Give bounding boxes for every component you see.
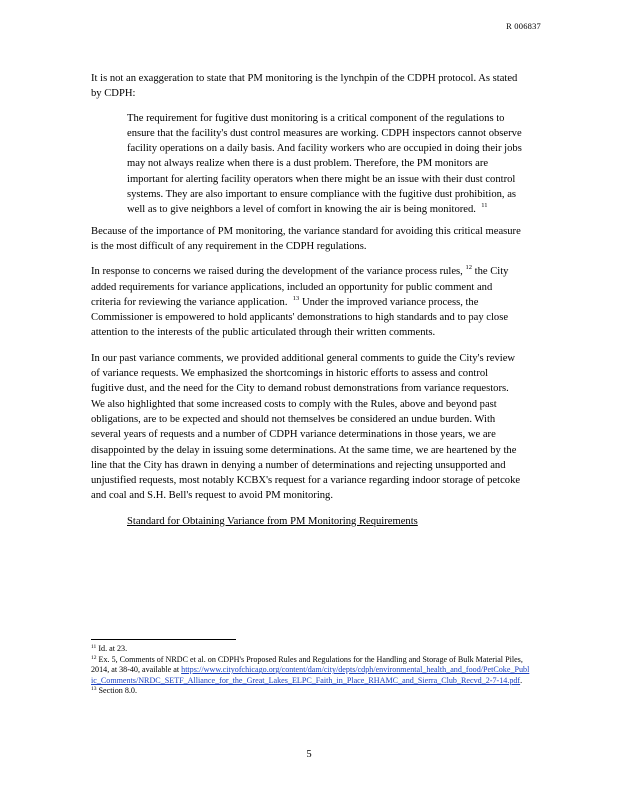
paragraph-variance-process-part2: the City added requirements for variance applications, included an opportunity for public comment and criteria for reviewing the variance application. (91, 266, 509, 308)
paragraph-importance: Because of the importance of PM monitoring, the variance standard for avoiding this critical measure is the most difficult of any requirement in the CDPH regulations. (91, 225, 521, 252)
footnote-text: Ex. 5, Comments of NRDC et al. on CDPH's Proposed Rules and Regulations for the Handling and Storage of Bulk Material Piles, 2014, at 38-40, available at (91, 654, 523, 675)
footnote-text: Id. at 23. (98, 644, 128, 653)
page-number: 5 (306, 749, 312, 760)
footnote-12 (91, 655, 531, 687)
paragraph-past-comments: In our past variance comments, we provided additional general comments to guide the City's review of variance requests. We emphasized the shortcomings in historic efforts to assess and control fugitive dust, and the need for the City to demand robust demonstrations from variance requestors. We also highlighted that some increased costs to comply with the Rules, above and beyond past obligations, are to be expected and should not themselves be considered an undue burden. With several years of requests and a number of CDPH variance determinations in those years, we are disappointed by the delay in issuing some determinations. At the same time, we are heartened by the line that the City has drawn in denying a number of determinations and rejecting unsupported and unjustified requests, most notably KCBX's request for a variance regarding indoor storage of petcoke and coal and S.H. Bell's request to avoid PM monitoring. (91, 352, 521, 502)
footnote-13 (91, 686, 531, 697)
footnote-number: 11 (91, 644, 97, 650)
page-id: R 006837 (506, 21, 541, 31)
footnotes (91, 644, 531, 697)
footnote-ref-13[interactable]: 13 (292, 294, 300, 302)
paragraph-variance-process-part1: In response to concerns we raised during the development of the variance process rules, (91, 266, 463, 278)
section-heading: Standard for Obtaining Variance from PM Monitoring Requirements (127, 515, 418, 527)
block-quote-text: The requirement for fugitive dust monitoring is a critical component of the regulations to ensure that the facility's dust control measures are working. CDPH inspectors cannot observe facility operations on a daily basis. And facility workers who are occupied in doing their jobs may not always realize when there is a dust problem. Therefore, the PM monitors are important for alerting facility operators when there might be an issue with their dust control systems. They are also important to ensure compliance with the fugitive dust prohibition, as well as to give neighbors a level of comfort in knowing the air is being monitored. (127, 112, 522, 216)
block-quote (127, 111, 522, 218)
footnote-number: 12 (91, 654, 97, 661)
document-body (91, 71, 522, 539)
footnote-ref-11[interactable]: 11 (481, 202, 488, 210)
paragraph-intro: It is not an exaggeration to state that PM monitoring is the lynchpin of the CDPH protocol. As stated by CDPH: (91, 73, 518, 100)
footnote-link-period: . (520, 675, 523, 685)
footnote-separator (91, 639, 236, 640)
footnote-link[interactable]: https://www.cityofchicago.org/content/dam/city/depts/cdph/environmental_health_and_food/PetCoke_Public_Comments/NRDC_SETF_Alliance_for_the_Great_Lakes_ELPC_Faith_in_Place_RHAMC_and_Sierra_Club_Recvd_2-7-14.pdf (91, 665, 530, 685)
footnote-ref-12[interactable]: 12 (465, 264, 472, 272)
footnote-text: Section 8.0. (98, 686, 137, 696)
paragraph-variance-process-part3: Under the improved variance process, the Commissioner is empowered to hold applicants' demonstrations to high standards and to pay close attention to the interests of the public articulated through their written comments. (91, 296, 509, 339)
footnote-number: 13 (91, 686, 97, 693)
footnote-11 (91, 644, 531, 655)
paragraph-variance-process (91, 264, 522, 340)
